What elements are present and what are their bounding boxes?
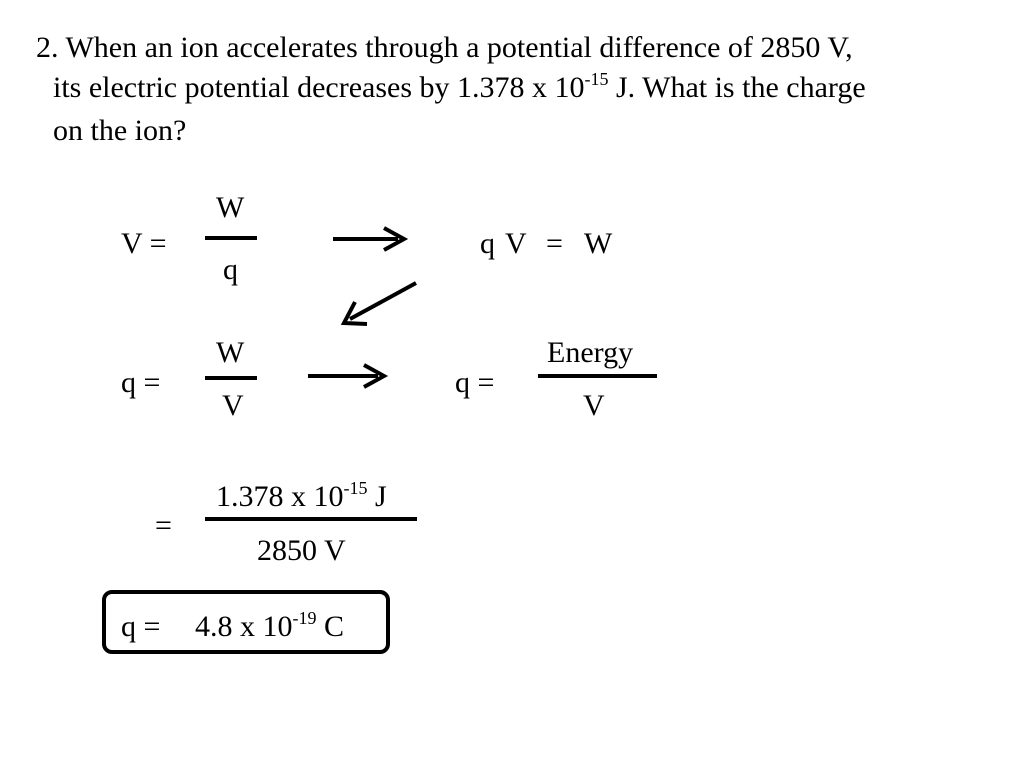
eq5-numerator-base: 1.378 x 10 (216, 480, 344, 513)
problem-line-2-end: J. What is the charge (608, 71, 866, 104)
eq4-lhs: q = (455, 366, 495, 399)
eq5-numerator-exponent: -15 (343, 478, 368, 498)
eq1-lhs: V = (121, 227, 167, 260)
problem-line-2-text: its electric potential decreases by 1.378 x 10 (53, 71, 585, 104)
eq4-numerator: Energy (547, 336, 634, 369)
eq2-rhs: W (584, 227, 613, 260)
eq5-numerator-unit: J (367, 480, 387, 513)
eq2-equals: = (546, 227, 563, 260)
eq1-denominator: q (223, 253, 238, 286)
problem-line-3: on the ion? (53, 114, 187, 147)
eq1-numerator: W (216, 191, 245, 224)
answer-unit: C (316, 610, 345, 643)
answer-lhs: q = (121, 610, 161, 643)
problem-exponent: -15 (584, 69, 609, 89)
eq4-denominator: V (583, 389, 605, 422)
arrow-right-top-icon (333, 228, 404, 250)
eq5-equals: = (155, 509, 172, 542)
eq3-denominator: V (222, 389, 244, 422)
eq5-denominator: 2850 V (257, 534, 346, 567)
answer-exponent: -19 (292, 608, 317, 628)
arrow-right-middle-icon (308, 365, 384, 387)
answer-value-base: 4.8 x 10 (195, 610, 293, 643)
eq2-q: q (480, 227, 495, 260)
problem-line-1: 2. When an ion accelerates through a potential difference of 2850 V, (36, 31, 853, 64)
eq3-numerator: W (216, 336, 245, 369)
eq3-lhs: q = (121, 366, 161, 399)
arrow-diagonal-icon (344, 283, 416, 324)
eq2-v: V (505, 227, 527, 260)
